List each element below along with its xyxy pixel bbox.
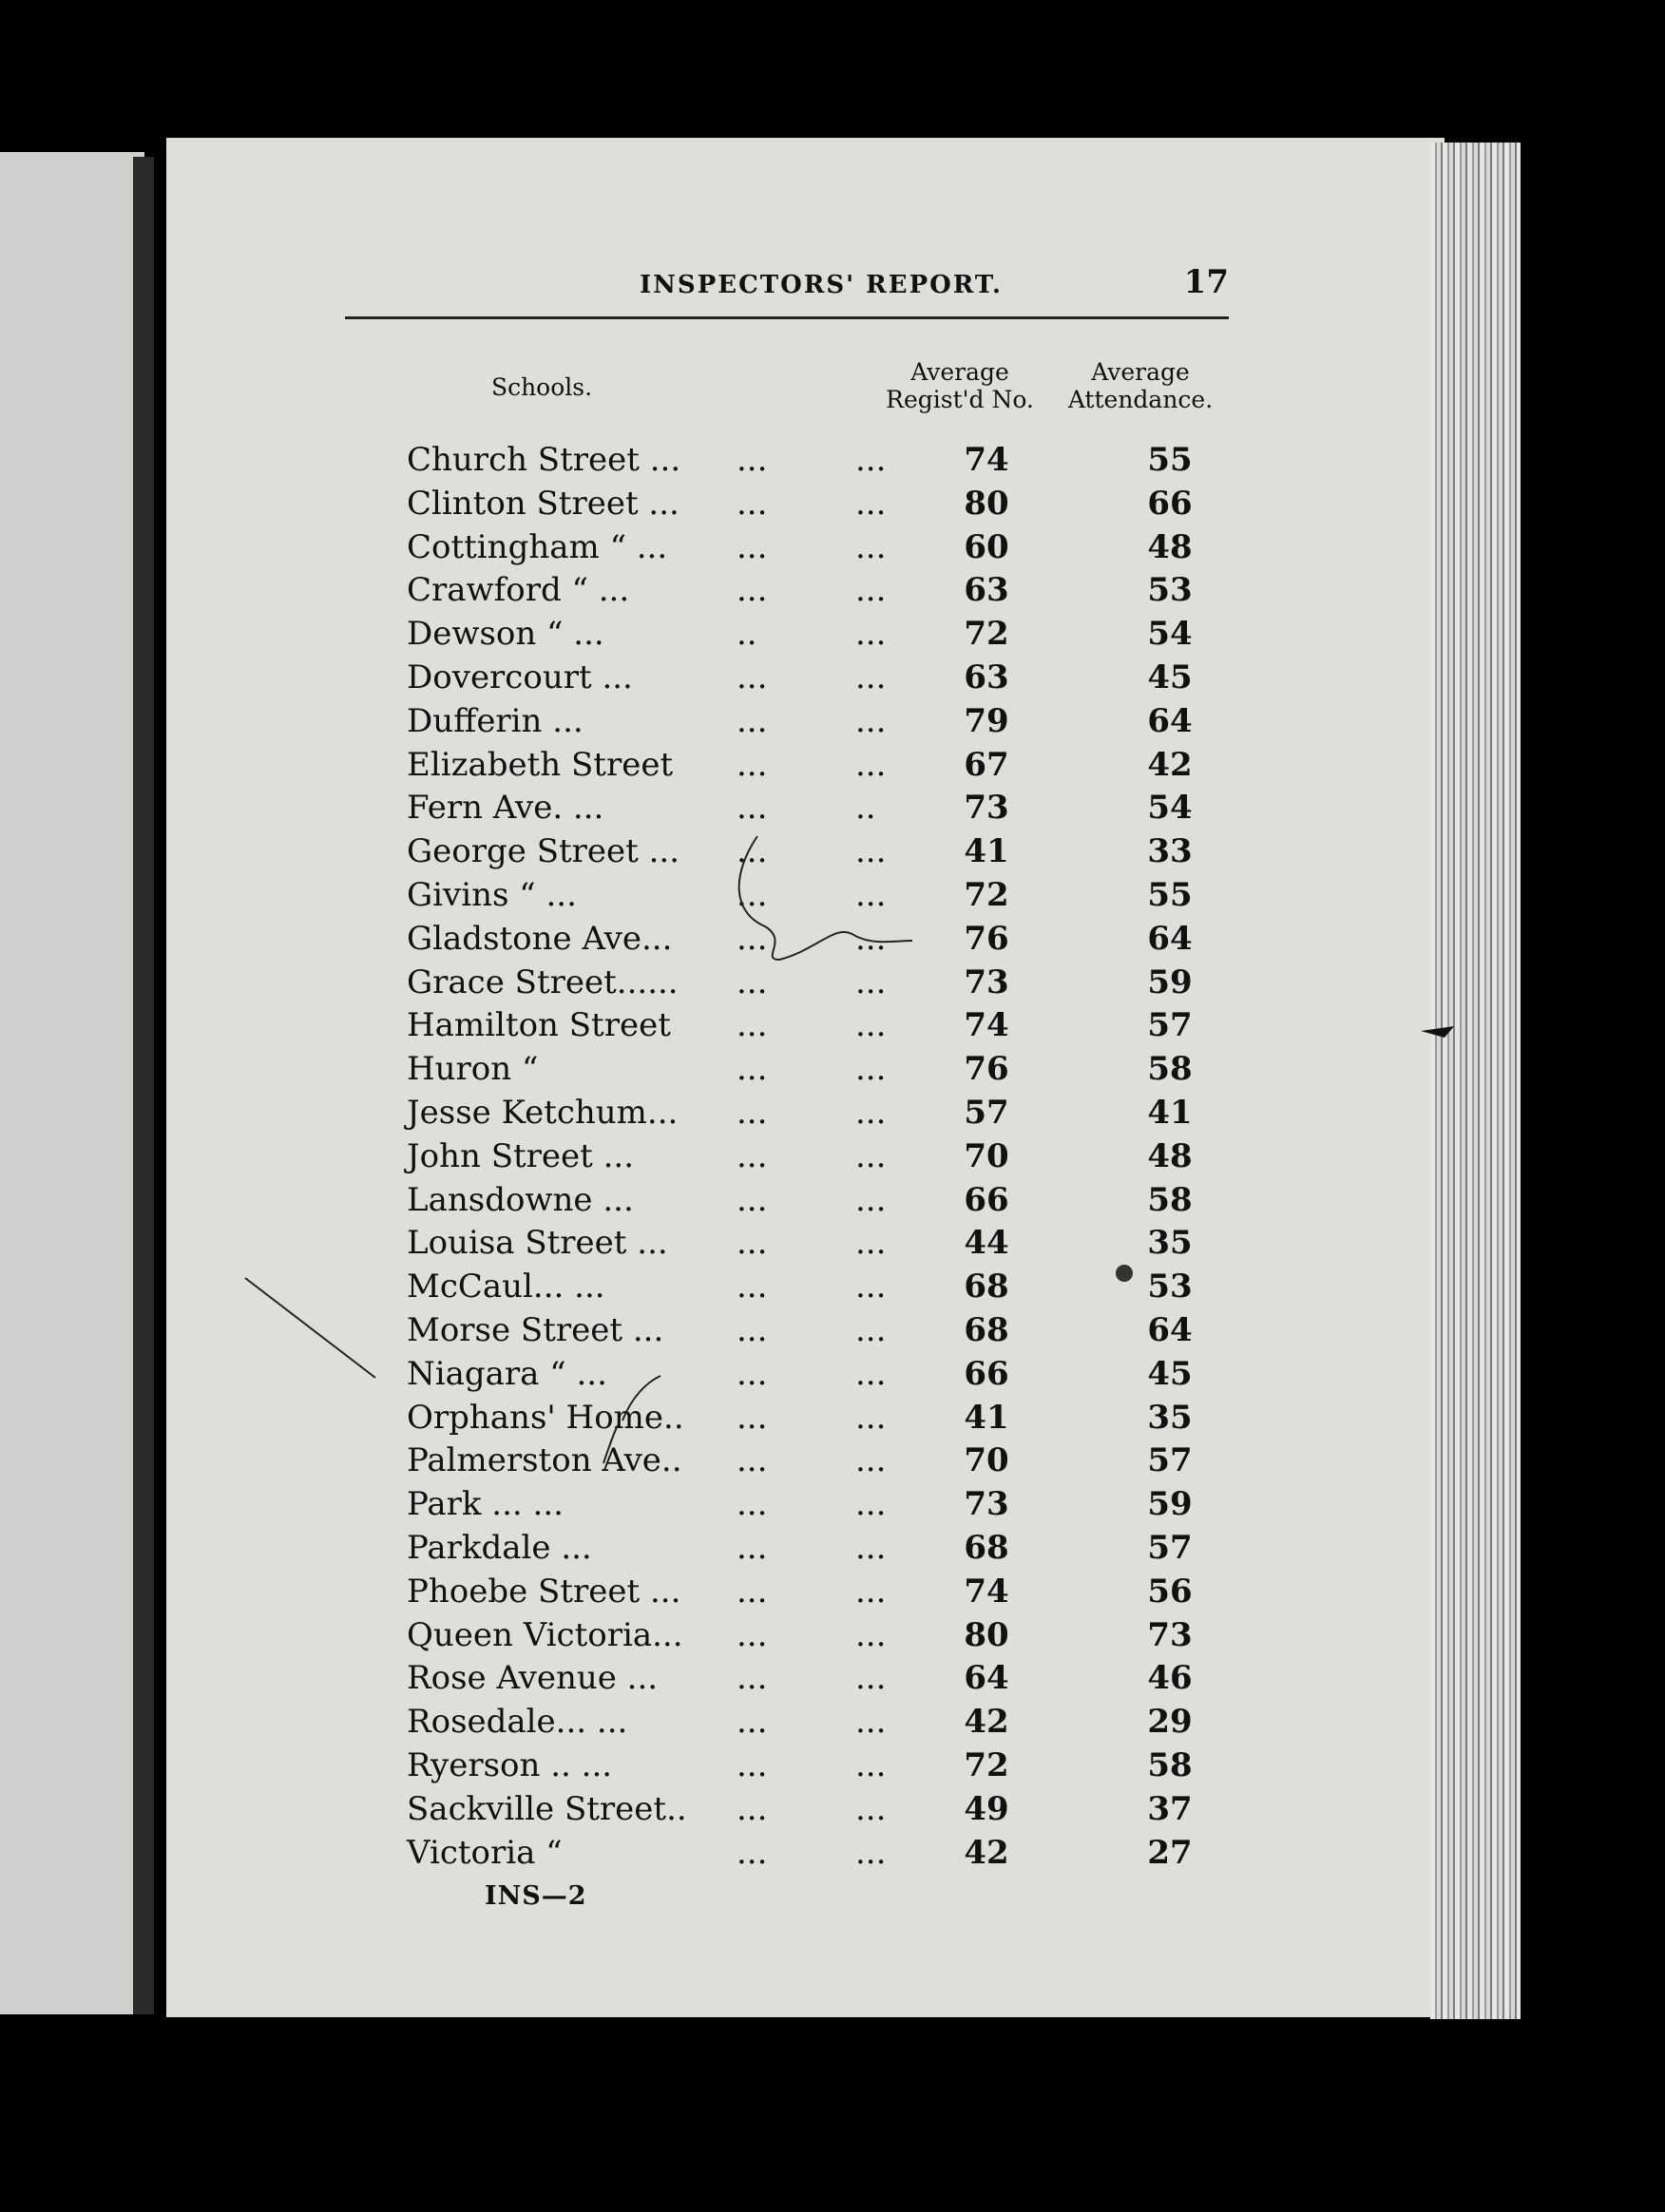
leader-dots: ... [855,1789,887,1828]
registered-value: 42 [964,1703,1009,1742]
registered-value: 74 [964,441,1009,479]
registered-value: 68 [964,1528,1009,1567]
leader-dots: ... [737,1224,768,1263]
attendance-value: 45 [1147,1354,1193,1393]
leader-dots: ... [855,875,887,914]
leader-dots: ... [737,1310,768,1349]
attendance-value: 48 [1147,1136,1193,1175]
leader-dots: ... [855,658,887,696]
leader-dots: ... [855,1224,887,1263]
registered-value: 66 [964,1354,1009,1393]
attendance-value: 59 [1147,963,1193,1001]
leader-dots: ... [737,1050,768,1089]
leader-dots: ... [855,919,887,958]
registered-value: 74 [964,1006,1009,1045]
registered-value: 63 [964,571,1009,610]
leader-dots: .. [737,615,757,654]
leader-dots: ... [737,1659,768,1698]
leader-dots: ... [855,1180,887,1219]
school-name: Orphans' Home.. [407,1398,684,1437]
leader-dots: ... [737,701,768,740]
school-name: Rose Avenue ... [407,1659,659,1698]
attendance-value: 45 [1147,658,1193,696]
registered-value: 73 [964,963,1009,1001]
attendance-value: 58 [1147,1745,1193,1784]
school-name: Morse Street ... [407,1310,664,1349]
school-name: Queen Victoria... [407,1615,683,1654]
registered-value: 72 [964,875,1009,914]
registered-value: 44 [964,1224,1009,1263]
attendance-value: 57 [1147,1006,1193,1045]
school-name: Jesse Ketchum... [407,1093,679,1132]
school-name: Parkdale ... [407,1528,592,1567]
leader-dots: ... [737,1268,768,1306]
leader-dots: ... [855,1745,887,1784]
registered-value: 70 [964,1441,1009,1480]
registered-value: 76 [964,1050,1009,1089]
registered-value: 73 [964,789,1009,828]
leader-dots: ... [737,441,768,479]
school-name: Dufferin ... [407,701,584,740]
registered-value: 63 [964,658,1009,696]
leader-dots: ... [737,789,768,828]
school-name: Cottingham “ ... [407,527,668,566]
school-name: Phoebe Street ... [407,1572,681,1611]
registered-value: 70 [964,1136,1009,1175]
signature-mark: INS—2 [485,1881,587,1911]
leader-dots: ... [737,1833,768,1872]
attendance-value: 35 [1147,1224,1193,1263]
school-name: Elizabeth Street [407,745,674,784]
school-name: Louisa Street ... [407,1224,668,1263]
leader-dots: ... [855,1528,887,1567]
leader-dots: ... [737,1180,768,1219]
school-name: Fern Ave. ... [407,789,604,828]
registered-value: 57 [964,1093,1009,1132]
leader-dots: ... [855,963,887,1001]
attendance-value: 64 [1147,919,1193,958]
registered-value: 68 [964,1268,1009,1306]
attendance-value: 53 [1147,571,1193,610]
registered-value: 80 [964,1615,1009,1654]
leader-dots: ... [737,1615,768,1654]
registered-value: 41 [964,1398,1009,1437]
attendance-value: 33 [1147,832,1193,871]
leader-dots: ... [855,832,887,871]
leader-dots: ... [737,1703,768,1742]
leader-dots: ... [855,1006,887,1045]
school-name: John Street ... [407,1136,635,1175]
leader-dots: ... [737,745,768,784]
school-name: Ryerson .. ... [407,1745,613,1784]
registered-value: 72 [964,615,1009,654]
school-name: Dewson “ ... [407,615,604,654]
attendance-value: 64 [1147,701,1193,740]
leader-dots: ... [737,963,768,1001]
leader-dots: ... [855,571,887,610]
leader-dots: ... [855,1050,887,1089]
attendance-value: 55 [1147,875,1193,914]
registered-value: 42 [964,1833,1009,1872]
leader-dots: ... [737,1093,768,1132]
school-name: Huron “ [407,1050,539,1089]
school-name: George Street ... [407,832,680,871]
attendance-value: 58 [1147,1050,1193,1089]
registered-value: 68 [964,1310,1009,1349]
school-name: Church Street ... [407,441,681,479]
column-header-attendance-line2: Attendance. [1067,386,1214,413]
registered-value: 79 [964,701,1009,740]
attendance-value: 57 [1147,1441,1193,1480]
attendance-value: 59 [1147,1485,1193,1524]
school-name: Sackville Street.. [407,1789,687,1828]
attendance-value: 27 [1147,1833,1193,1872]
attendance-value: 64 [1147,1310,1193,1349]
leader-dots: ... [855,1398,887,1437]
leader-dots: ... [855,1268,887,1306]
registered-value: 60 [964,527,1009,566]
leader-dots: ... [855,1093,887,1132]
attendance-value: 41 [1147,1093,1193,1132]
attendance-value: 37 [1147,1789,1193,1828]
leader-dots: ... [737,658,768,696]
leader-dots: ... [855,527,887,566]
school-name: Gladstone Ave... [407,919,673,958]
attendance-value: 55 [1147,441,1193,479]
leader-dots: ... [855,745,887,784]
school-name: Rosedale... ... [407,1703,628,1742]
attendance-value: 53 [1147,1268,1193,1306]
leader-dots: ... [737,1745,768,1784]
attendance-value: 54 [1147,789,1193,828]
running-head: INSPECTORS' REPORT. [640,271,1003,299]
leader-dots: ... [737,875,768,914]
school-name: Victoria “ [407,1833,563,1872]
attendance-value: 56 [1147,1572,1193,1611]
leader-dots: ... [855,615,887,654]
school-name: Lansdowne ... [407,1180,634,1219]
registered-value: 72 [964,1745,1009,1784]
page-number: 17 [1183,263,1229,301]
attendance-value: 42 [1147,745,1193,784]
leader-dots: ... [737,527,768,566]
leader-dots: ... [737,1528,768,1567]
leader-dots: ... [855,1354,887,1393]
leader-dots: ... [855,1659,887,1698]
leader-dots: ... [737,832,768,871]
attendance-value: 58 [1147,1180,1193,1219]
leader-dots: ... [855,701,887,740]
registered-value: 80 [964,484,1009,523]
registered-value: 66 [964,1180,1009,1219]
column-header-schools: Schools. [490,373,593,401]
school-name: Palmerston Ave.. [407,1441,682,1480]
attendance-value: 29 [1147,1703,1193,1742]
leader-dots: ... [855,1310,887,1349]
registered-value: 74 [964,1572,1009,1611]
attendance-value: 73 [1147,1615,1193,1654]
leader-dots: ... [855,1441,887,1480]
leader-dots: ... [737,1006,768,1045]
leader-dots: ... [737,1136,768,1175]
attendance-value: 46 [1147,1659,1193,1698]
leader-dots: ... [855,1485,887,1524]
leader-dots: ... [855,1833,887,1872]
column-header-attendance-line1: Average [1091,358,1190,386]
leader-dots: ... [737,571,768,610]
registered-value: 41 [964,832,1009,871]
school-name: Clinton Street ... [407,484,679,523]
leader-dots: ... [737,1485,768,1524]
leader-dots: ... [737,919,768,958]
registered-value: 64 [964,1659,1009,1698]
registered-value: 67 [964,745,1009,784]
registered-value: 76 [964,919,1009,958]
school-name: Park ... ... [407,1485,564,1524]
leader-dots: ... [737,1398,768,1437]
leader-dots: ... [855,1615,887,1654]
school-name: Crawford “ ... [407,571,630,610]
leader-dots: ... [855,1703,887,1742]
leader-dots: ... [737,1789,768,1828]
school-name: Niagara “ ... [407,1354,607,1393]
school-name: Dovercourt ... [407,658,633,696]
attendance-value: 57 [1147,1528,1193,1567]
registered-value: 73 [964,1485,1009,1524]
leader-dots: ... [855,1136,887,1175]
leader-dots: ... [737,1441,768,1480]
school-name: Givins “ ... [407,875,577,914]
school-name: Grace Street...... [407,963,679,1001]
leader-dots: ... [737,484,768,523]
leader-dots: ... [737,1354,768,1393]
registered-value: 49 [964,1789,1009,1828]
leader-dots: ... [737,1572,768,1611]
attendance-value: 66 [1147,484,1193,523]
attendance-value: 54 [1147,615,1193,654]
attendance-value: 48 [1147,527,1193,566]
leader-dots: ... [855,484,887,523]
school-name: McCaul... ... [407,1268,605,1306]
leader-dots: .. [855,789,876,828]
school-name: Hamilton Street [407,1006,671,1045]
column-header-registered-line1: Average [910,358,1009,386]
column-header-registered-line2: Regist'd No. [886,386,1034,413]
leader-dots: ... [855,441,887,479]
attendance-value: 35 [1147,1398,1193,1437]
leader-dots: ... [855,1572,887,1611]
